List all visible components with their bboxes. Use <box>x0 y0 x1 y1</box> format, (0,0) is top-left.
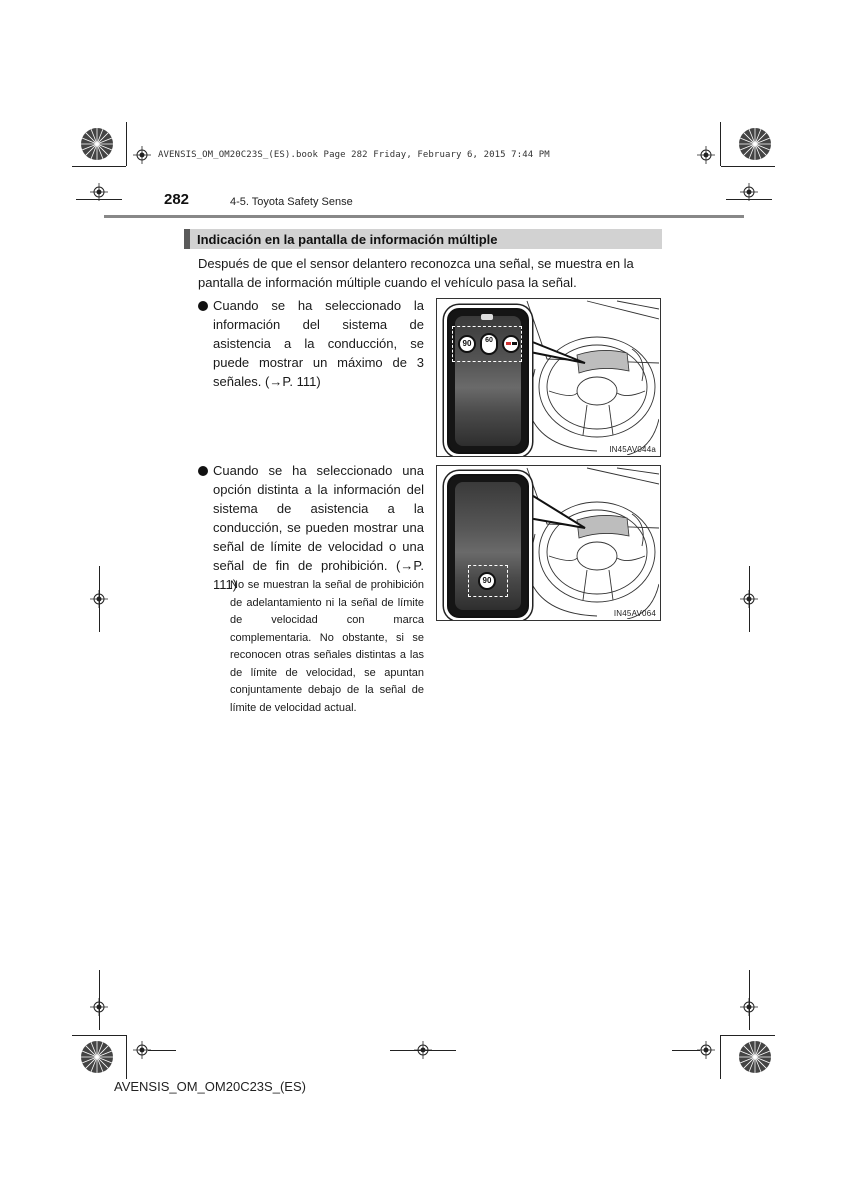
car-pair-icon <box>505 337 518 350</box>
figure-dashboard-1 <box>436 298 661 457</box>
no-overtaking-sign-icon <box>502 335 520 353</box>
header-rule <box>104 215 744 218</box>
crosshair-icon <box>133 146 151 164</box>
bullet-text-1: Cuando se ha seleccionado la información del sistema de asistencia a la conducción, se puede mostrar un máximo de 3 señales. (→P. 111) <box>213 298 424 389</box>
registration-rosette-icon <box>738 1040 772 1074</box>
speed-limit-sign-icon: 90 <box>478 572 496 590</box>
intro-paragraph: Después de que el sensor delantero reconozca una señal, se muestra en la pantalla de información múltiple cuando el vehículo pasa la señal. <box>198 256 634 290</box>
lane-icon <box>481 314 493 320</box>
speed-limit-sign-icon <box>480 333 498 355</box>
speed-limit-sign-icon: 90 <box>458 335 476 353</box>
sign-value: 60 <box>485 337 493 344</box>
footer-code: AVENSIS_OM_OM20C23S_(ES) <box>114 1079 306 1094</box>
multi-info-display <box>447 474 529 618</box>
page-number: 282 <box>164 191 190 208</box>
registration-rosette-icon <box>80 1040 114 1074</box>
subheading: Indicación en la pantalla de información múltiple <box>197 232 498 247</box>
figure-dashboard-2 <box>436 465 661 621</box>
note-paragraph: No se muestran la señal de prohibición de adelantamiento ni la señal de límite de velocidad con marca complementaria. No obstante, si se reconocen otras señales distintas a las de límite de velocidad, se apuntan conjuntamente debajo de la señal de límite de velocidad actual. <box>230 579 424 714</box>
bullet-text-2: Cuando se ha seleccionado una opción distinta a la información del sistema de asistencia a la conducción, se pueden mostrar una señal de límite de velocidad o una señal de fin de prohibición. (→P. 111) <box>213 463 424 592</box>
section-title: 4-5. Toyota Safety Sense <box>230 196 353 208</box>
figure-code-1: IN45AV044a <box>609 445 656 454</box>
subheading-bar <box>184 229 662 249</box>
registration-rosette-icon <box>80 127 114 161</box>
crosshair-icon <box>697 146 715 164</box>
multi-info-display <box>447 308 529 454</box>
bullet-dot <box>198 301 208 311</box>
registration-rosette-icon <box>738 127 772 161</box>
figure-code-2: IN45AV064 <box>613 609 656 618</box>
bullet-dot <box>198 466 208 476</box>
print-header: AVENSIS_OM_OM20C23S_(ES).book Page 282 Friday, February 6, 2015 7:44 PM <box>158 150 550 160</box>
